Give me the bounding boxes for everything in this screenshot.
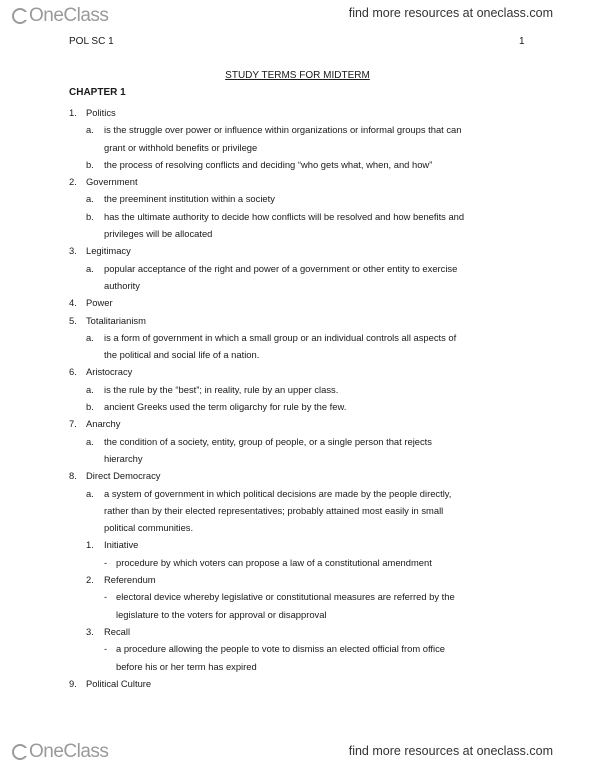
- list-item-text: a system of government in which political decisions are made by the people directly,: [104, 487, 452, 499]
- list-item-text: the condition of a society, entity, group of people, or a single person that rejects: [104, 435, 432, 447]
- list-item-text: the preeminent institution within a society: [104, 193, 275, 205]
- list-item-text: electoral device whereby legislative or constitutional measures are referred by the: [116, 591, 455, 603]
- list-marker: -: [104, 556, 108, 568]
- list-marker: a.: [86, 331, 94, 343]
- list-item-text: popular acceptance of the right and power of a government or other entity to exercise: [104, 262, 458, 274]
- list-item-text: ancient Greeks used the term oligarchy for rule by the few.: [104, 401, 347, 413]
- term-line: [0, 208, 595, 225]
- list-item-text: legislature to the voters for approval or disapproval: [116, 608, 327, 620]
- chapter-heading: CHAPTER 1: [69, 87, 126, 98]
- list-item-text: a procedure allowing the people to vote to dismiss an elected official from office: [116, 643, 446, 655]
- list-item-text: Politics: [86, 107, 116, 118]
- list-item-text: is a form of government in which a small group or an individual controls all aspects of: [104, 331, 457, 343]
- logo-text: OneClass: [29, 741, 109, 762]
- list-marker: a.: [86, 435, 94, 447]
- term-line: [0, 346, 595, 363]
- term-line: [0, 121, 595, 138]
- term-line: [0, 450, 595, 467]
- list-marker: -: [104, 591, 108, 603]
- term-line: [0, 658, 595, 675]
- term-line: [0, 156, 595, 173]
- list-item-text: is the struggle over power or influence within organizations or informal groups that can: [104, 124, 462, 136]
- oneclass-logo-top[interactable]: [12, 5, 108, 27]
- list-marker: 3.: [69, 245, 77, 257]
- term-line: [0, 242, 595, 259]
- tagline-bottom[interactable]: find more resources at oneclass.com: [348, 744, 553, 758]
- oneclass-logo-icon: [12, 8, 28, 24]
- list-marker: b.: [86, 401, 94, 413]
- term-line: [0, 623, 595, 640]
- list-item-text: procedure by which voters can propose a law of a constitutional amendment: [116, 556, 432, 568]
- list-item-text: grant or withhold benefits or privilege: [104, 141, 258, 153]
- list-marker: 8.: [69, 470, 77, 482]
- term-line: [0, 139, 595, 156]
- list-marker: 6.: [69, 366, 77, 378]
- list-marker: a.: [86, 124, 94, 136]
- term-line: [0, 640, 595, 657]
- term-line: [0, 554, 595, 571]
- list-item-text: privileges will be allocated: [104, 228, 213, 240]
- list-item-text: Political Culture: [86, 677, 152, 689]
- document-title: STUDY TERMS FOR MIDTERM: [225, 70, 370, 81]
- term-line: [0, 675, 595, 692]
- list-item-text: Referendum: [104, 574, 156, 586]
- term-line: [0, 398, 595, 415]
- list-marker: 2.: [69, 176, 77, 188]
- list-item-text: authority: [104, 279, 140, 291]
- term-line: [0, 173, 595, 190]
- term-line: [0, 294, 595, 311]
- list-marker: 2.: [86, 574, 94, 586]
- oneclass-logo-bottom[interactable]: [12, 741, 108, 763]
- tagline-top[interactable]: find more resources at oneclass.com: [348, 6, 553, 20]
- list-marker: 9.: [69, 677, 77, 689]
- study-terms-list: [0, 104, 595, 692]
- list-item-text: political communities.: [104, 522, 194, 534]
- list-marker: 3.: [86, 625, 94, 637]
- list-marker: 4.: [69, 297, 77, 309]
- term-line: [0, 536, 595, 553]
- term-line: [0, 104, 595, 121]
- term-line: [0, 363, 595, 380]
- list-item-text: Power: [86, 297, 113, 309]
- term-line: [0, 467, 595, 484]
- list-marker: a.: [86, 262, 94, 274]
- list-marker: a.: [86, 383, 94, 395]
- list-marker: a.: [86, 487, 94, 499]
- list-marker: b.: [86, 158, 94, 170]
- term-line: [0, 312, 595, 329]
- list-marker: 1.: [69, 107, 77, 118]
- term-line: [0, 519, 595, 536]
- list-item-text: has the ultimate authority to decide how conflicts will be resolved and how benefits and: [104, 210, 465, 222]
- page-number: 1: [519, 36, 525, 47]
- list-item-text: the process of resolving conflicts and deciding “who gets what, when, and how”: [104, 158, 433, 170]
- list-item-text: before his or her term has expired: [116, 660, 257, 672]
- term-line: [0, 225, 595, 242]
- list-item-text: Initiative: [104, 539, 139, 551]
- term-line: [0, 415, 595, 432]
- term-line: [0, 190, 595, 207]
- list-item-text: rather than by their elected representatives; probably attained most easily in small: [104, 504, 444, 516]
- term-line: [0, 588, 595, 605]
- list-item-text: Direct Democracy: [86, 470, 161, 482]
- list-item-text: Aristocracy: [86, 366, 133, 378]
- course-code: POL SC 1: [69, 36, 114, 47]
- list-item-text: Anarchy: [86, 418, 121, 430]
- list-item-text: the political and social life of a nation.: [104, 349, 260, 361]
- list-item-text: Totalitarianism: [86, 314, 146, 326]
- term-line: [0, 277, 595, 294]
- list-item-text: Recall: [104, 625, 131, 637]
- term-line: [0, 502, 595, 519]
- list-item-text: is the rule by the “best”; in reality, rule by an upper class.: [104, 383, 339, 395]
- term-line: [0, 485, 595, 502]
- term-line: [0, 606, 595, 623]
- list-marker: a.: [86, 193, 94, 205]
- list-marker: -: [104, 643, 108, 655]
- list-item-text: Government: [86, 176, 138, 188]
- term-line: [0, 433, 595, 450]
- term-line: [0, 571, 595, 588]
- list-marker: 5.: [69, 314, 77, 326]
- term-line: [0, 329, 595, 346]
- list-item-text: Legitimacy: [86, 245, 131, 257]
- list-marker: 7.: [69, 418, 77, 430]
- list-marker: 1.: [86, 539, 94, 551]
- oneclass-logo-icon: [12, 744, 28, 760]
- term-line: [0, 260, 595, 277]
- list-item-text: hierarchy: [104, 452, 143, 464]
- term-line: [0, 381, 595, 398]
- list-marker: b.: [86, 210, 94, 222]
- logo-text: OneClass: [29, 5, 109, 26]
